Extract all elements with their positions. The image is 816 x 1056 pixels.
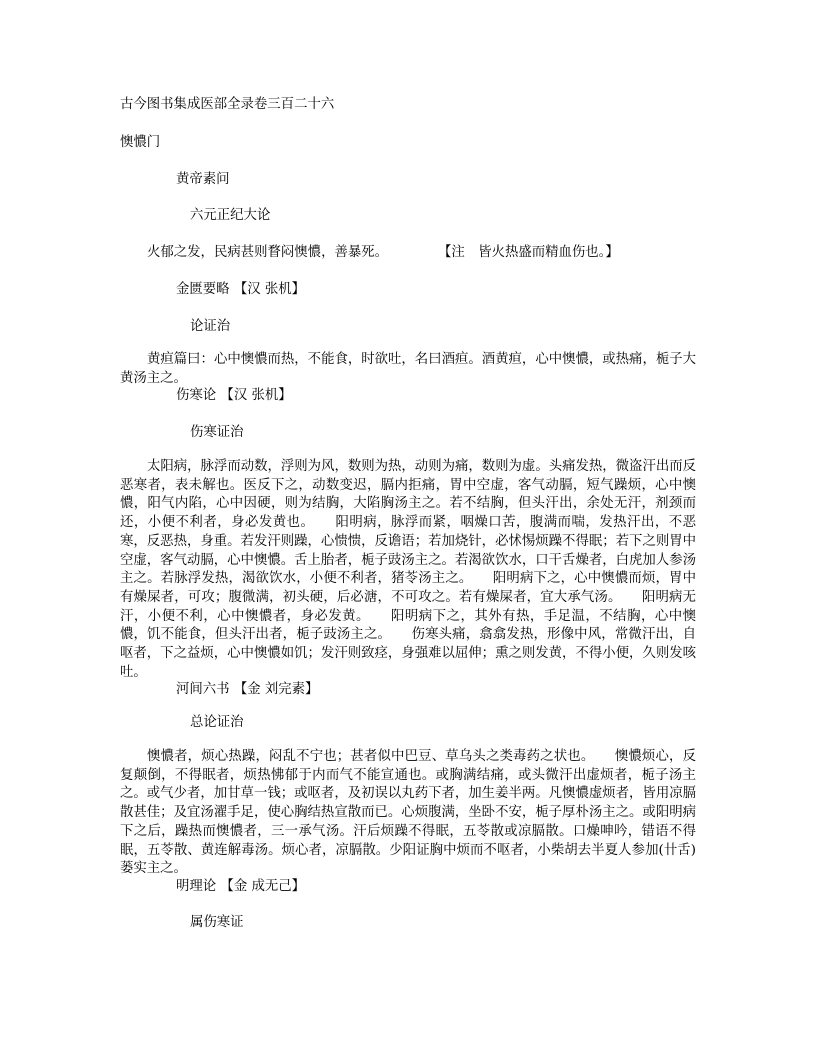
document-title: 古今图书集成医部全录卷三百二十六 xyxy=(120,97,335,112)
paragraph-text: 懊憹者，烦心热躁，闷乱不宁也；甚者似中巴豆、草乌头之类毒药之状也。 懊憹烦心，反复颠倒，不得眠者，烦热怫郁于内而气不能宣通也。或胸满结痛，或头微汗出虚烦者，栀子汤主之。或气少者，加甘草一钱；或呕者，及初误以丸药下者，加生姜半两。凡懊憹虚烦者，皆用凉膈散甚佳；及宜汤濯手足，使心胸结热宣散而已。心烦腹满，坐卧不安，栀子厚朴汤主之。或阳明病下之后，躁热而懊憹者，三一承气汤。汗后烦躁不得眠，五苓散或凉膈散。口燥呻吟，错语不得眠，五苓散、黄连解毒汤。烦心者，凉膈散。少阳证胸中烦而不呕者，小柴胡去半夏人参加(卄舌)蒌实主之。 xyxy=(120,749,696,877)
source-book-heading: 黄帝素问 xyxy=(176,172,230,187)
body-paragraph xyxy=(120,748,696,879)
source-book-heading: 明理论 【金 成无己】 xyxy=(176,879,306,894)
annotation-note: 【注 皆火热盛而精血伤也。】 xyxy=(438,245,619,260)
chapter-heading: 总论证治 xyxy=(190,715,244,730)
chapter-heading: 属伤寒证 xyxy=(190,915,244,930)
source-book-heading: 金匮要略 【汉 张机】 xyxy=(176,282,306,297)
paragraph-text: 太阳病，脉浮而动数，浮则为风，数则为热，动则为痛，数则为虚。头痛发热，微盗汗出而反恶寒者，表未解也。医反下之，动数变迟，膈内拒痛，胃中空虚，客气动膈，短气躁烦，心中懊憹，阳气内陷，心中因硬，则为结胸，大陷胸汤主之。若不结胸，但头汗出，余处无汗，剂颈而还，小便不利者，身必发黄也。 阳明病，脉浮而紧，咽燥口苦，腹满而喘，发热汗出，不恶寒，反恶热，身重。若发汗则躁，心愦愦，反谵语；若加烧针，必怵惕烦躁不得眠；若下之则胃中空虚，客气动膈，心中懊憹。舌上胎者，栀子豉汤主之。若渴欲饮水，口干舌燥者，白虎加人参汤主之。若脉浮发热，渴欲饮水，小便不利者，猪苓汤主之。 阳明病下之，心中懊憹而烦，胃中有燥屎者，可攻；腹微满，初头硬，后必溏，不可攻之。若有燥屎者，宜大承气汤。 阳明病无汗，小便不利，心中懊憹者，身必发黄。 阳明病下之，其外有热，手足温，不结胸，心中懊憹，饥不能食，但头汗出者，栀子豉汤主之。 伤寒头痛，翕翕发热，形像中风，常微汗出，自呕者，下之益烦，心中懊憹如饥；发汗则致痉，身强难以屈伸；熏之则发黄，不得小便，久则发咳吐。 xyxy=(120,459,697,680)
chapter-heading: 伤寒证治 xyxy=(190,425,244,440)
section-title: 懊憹门 xyxy=(120,135,161,150)
paragraph-text: 黄疸篇曰：心中懊憹而热，不能食，时欲吐，名曰酒疸。酒黄疸，心中懊憹，或热痛，栀子大黄汤主之。 xyxy=(120,352,697,386)
chapter-heading: 论证治 xyxy=(190,319,231,334)
source-book-heading: 河间六书 【金 刘完素】 xyxy=(176,682,319,697)
body-paragraph xyxy=(120,458,696,682)
chapter-heading: 六元正纪大论 xyxy=(190,208,271,223)
source-book-heading: 伤寒论 【汉 张机】 xyxy=(176,388,292,403)
body-text: 火郁之发，民病甚则瞀闷懊憹，善暴死。 xyxy=(147,245,389,260)
body-paragraph xyxy=(120,351,696,388)
